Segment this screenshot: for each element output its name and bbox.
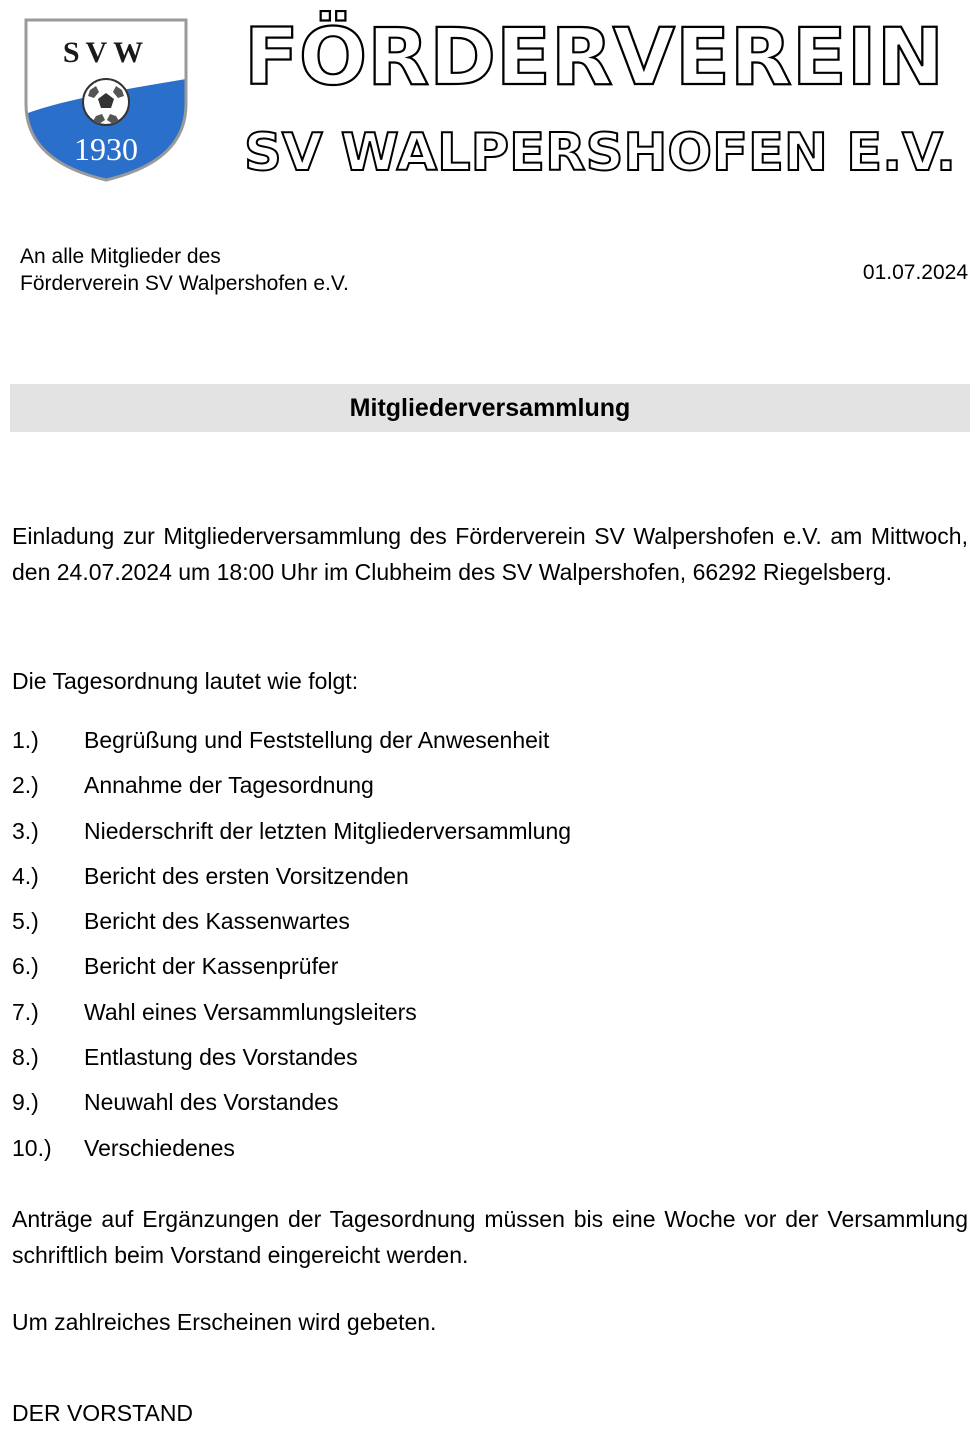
banner-title: Mitgliederversammlung: [349, 393, 631, 422]
amendment-note: Anträge auf Ergänzungen der Tagesordnung müssen bis eine Woche vor der Versammlung schriftlich beim Vorstand eingereicht werden.: [12, 1206, 968, 1268]
agenda-item: [12, 1035, 571, 1080]
agenda-number: 5.): [12, 908, 39, 935]
agenda-number: 9.): [12, 1089, 39, 1116]
agenda-text: Begrüßung und Feststellung der Anwesenheit: [84, 727, 550, 753]
agenda-number: 6.): [12, 953, 39, 980]
invitation-paragraph: Einladung zur Mitgliederversammlung des Förderverein SV Walpershofen e.V. am Mittwoch, den 24.07.2024 um 18:00 Uhr im Clubheim des SV Walpershofen, 66292 Riegelsberg.: [12, 523, 968, 585]
header-subtitle: [244, 120, 960, 183]
agenda-item: [12, 899, 571, 944]
closing-line: Um zahlreiches Erscheinen wird gebeten.: [12, 1309, 437, 1335]
agenda-text: Entlastung des Vorstandes: [84, 1044, 358, 1071]
agenda-item: [12, 854, 571, 899]
agenda-text: Annahme der Tagesordnung: [84, 772, 374, 799]
agenda-item: [12, 990, 571, 1035]
header-subtitle-text: SV WALPERSHOFEN E.V.: [244, 123, 956, 183]
agenda-item: [12, 1126, 571, 1171]
club-crest-image: [20, 12, 192, 184]
agenda-intro: Die Tagesordnung lautet wie folgt:: [12, 668, 359, 694]
recipient-line-2: Förderverein SV Walpershofen e.V.: [20, 272, 349, 295]
logo-year: 1930: [74, 131, 138, 167]
letter-date: 01.07.2024: [862, 261, 968, 284]
header-title-text: FÖRDERVEREIN: [244, 13, 924, 103]
agenda-item: [12, 944, 571, 989]
header-title: [244, 12, 960, 103]
agenda-text: Neuwahl des Vorstandes: [84, 1089, 339, 1116]
agenda-item: [12, 1080, 571, 1125]
agenda-text: Verschiedenes: [84, 1134, 235, 1161]
recipient-line-1: An alle Mitglieder des: [20, 245, 221, 268]
agenda-text: Bericht der Kassenprüfer: [84, 953, 339, 980]
club-logo: [20, 12, 192, 184]
agenda-item: [12, 718, 571, 763]
agenda-number: 7.): [12, 998, 39, 1025]
agenda-text: Bericht des Kassenwartes: [84, 908, 350, 935]
agenda-number: 1.): [12, 727, 39, 753]
agenda-item: [12, 763, 571, 808]
agenda-list: [12, 718, 571, 1171]
football-icon: [83, 79, 129, 125]
agenda-item: [12, 809, 571, 854]
agenda-number: 8.): [12, 1044, 39, 1071]
logo-initials: SVW: [62, 36, 150, 69]
agenda-text: Wahl eines Versammlungsleiters: [84, 998, 417, 1025]
agenda-text: Bericht des ersten Vorsitzenden: [84, 862, 409, 889]
agenda-number: 4.): [12, 862, 39, 889]
recipient-address: [20, 243, 349, 297]
agenda-number: 2.): [12, 772, 39, 799]
agenda-text: Niederschrift der letzten Mitgliederversammlung: [84, 817, 572, 844]
agenda-number: 10.): [12, 1134, 52, 1161]
agenda-number: 3.): [12, 817, 39, 844]
signature: DER VORSTAND: [12, 1400, 194, 1426]
section-banner: [10, 384, 970, 432]
